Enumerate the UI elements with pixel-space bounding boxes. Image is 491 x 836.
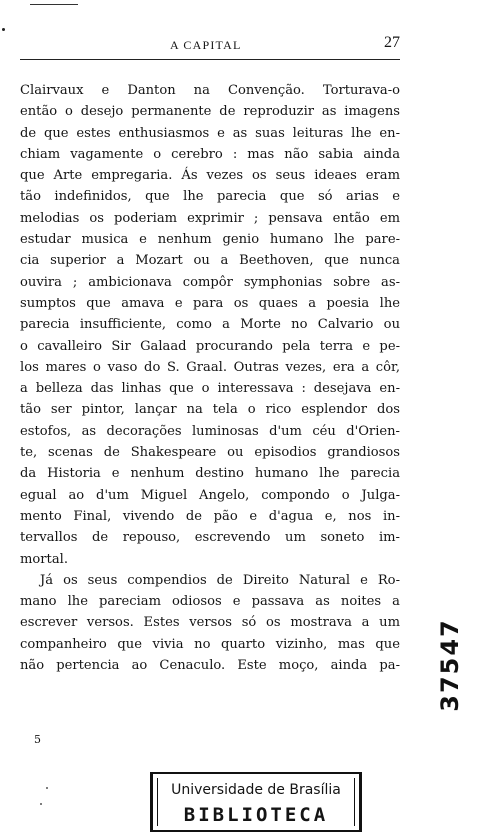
text-line: te, scenas de Shakespeare ou episodios grandiosos <box>20 445 400 461</box>
text-line: chiam vagamente o cerebro : mas não sabia ainda <box>20 146 400 162</box>
ink-speck <box>46 787 48 789</box>
text-line: estudar musica e nenhum genio humano lhe pare- <box>20 232 400 248</box>
text-line: ouvira ; ambicionava compôr symphonias sobre as- <box>20 274 400 290</box>
header-rule <box>20 59 400 60</box>
text-line: mortal. <box>20 551 68 567</box>
text-line: tão indefinidos, que lhe parecia que só arias e <box>20 189 400 205</box>
text-line: sumptos que amava e para os quaes a poesia lhe <box>20 295 400 311</box>
library-stamp-university: Universidade de Brasília <box>171 782 341 798</box>
text-line: a belleza das linhas que o interessava : desejava en- <box>20 381 400 397</box>
text-line: Clairvaux e Danton na Convenção. Torturava-o <box>20 83 400 98</box>
text-line: Já os seus compendios de Direito Natural e Ro- <box>40 572 400 588</box>
library-stamp-library: BIBLIOTECA <box>183 804 329 826</box>
margin-stamp-number: 37547 <box>436 618 464 712</box>
margin-stamp <box>420 600 480 730</box>
body-text <box>20 80 400 676</box>
running-title: A CAPITAL <box>170 38 242 52</box>
top-edge-rule <box>30 4 78 5</box>
page-header <box>20 34 400 58</box>
ink-speck <box>40 803 42 805</box>
text-line: tão ser pintor, lançar na tela o rico esplendor dos <box>20 402 400 418</box>
text-line: de que estes enthusiasmos e as suas leituras lhe en- <box>20 125 400 141</box>
text-line: melodias os poderiam exprimir ; pensava então em <box>20 210 400 226</box>
text-line: los mares o vaso do S. Graal. Outras vezes, era a côr, <box>20 359 400 375</box>
text-line: companheiro que vivia no quarto vizinho, mas que <box>20 636 400 652</box>
text-line: tervallos de repouso, escrevendo um soneto im- <box>20 530 400 546</box>
text-line: cia superior a Mozart ou a Beethoven, que nunca <box>20 253 400 269</box>
ink-speck <box>2 28 5 31</box>
library-stamp <box>150 772 362 832</box>
page-number: 27 <box>384 34 400 51</box>
signature-mark: 5 <box>34 733 41 746</box>
text-line: mano lhe pareciam odiosos e passava as noites a <box>20 594 400 610</box>
text-line: escrever versos. Estes versos só os mostrava a um <box>20 615 400 631</box>
text-line: egual ao d'um Miguel Angelo, compondo o Julga- <box>20 487 400 503</box>
text-line: o cavalleiro Sir Galaad procurando pela terra e pe- <box>20 338 400 354</box>
text-line: parecia insufficiente, como a Morte no Calvario ou <box>20 317 400 333</box>
text-line: da Historia e nenhum destino humano lhe parecia <box>20 466 400 482</box>
text-line: não pertencia ao Cenaculo. Este moço, ainda pa- <box>20 658 400 674</box>
text-line: que Arte empregaria. Ás vezes os seus ideaes eram <box>20 168 400 184</box>
text-line: então o desejo permanente de reproduzir as imagens <box>20 104 400 120</box>
text-line: estofos, as decorações luminosas d'um céu d'Orien- <box>20 423 400 439</box>
text-line: mento Final, vivendo de pão e d'agua e, nos in- <box>20 508 400 524</box>
